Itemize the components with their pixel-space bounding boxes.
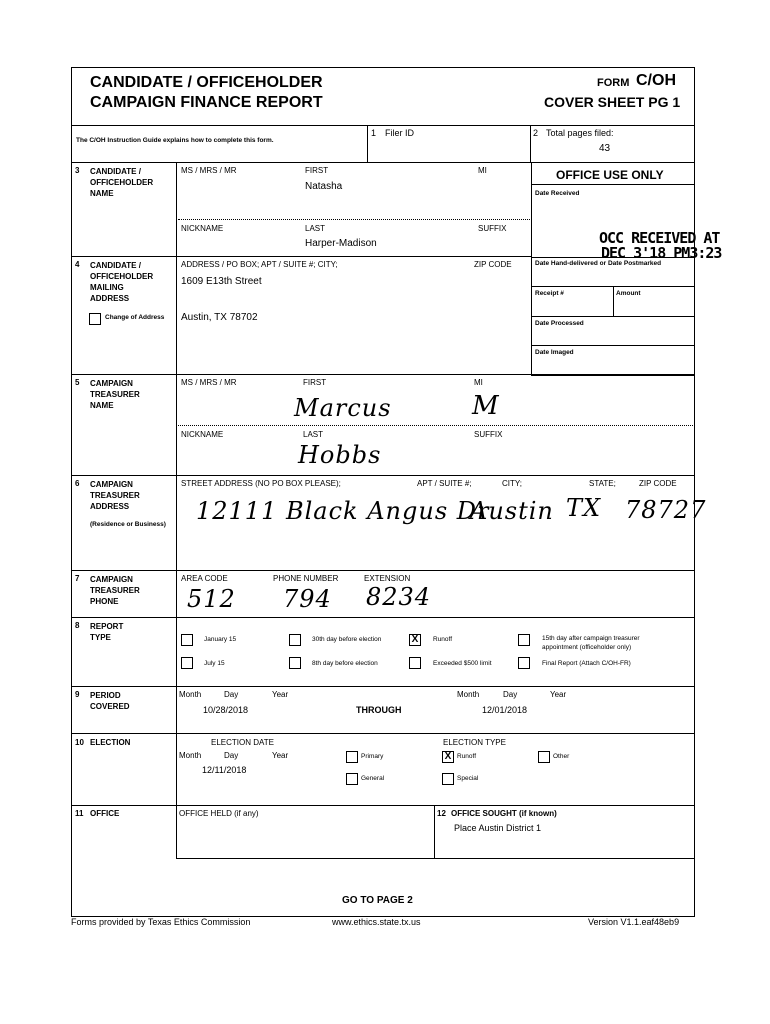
received-stamp-line1: OCC RECEIVED AT xyxy=(599,229,720,247)
date-imaged-label: Date Imaged xyxy=(535,349,574,356)
cover-sheet-label: COVER SHEET PG 1 xyxy=(544,94,681,110)
treasurer-zip[interactable]: 78727 xyxy=(625,496,707,524)
candidate-first-name[interactable]: Natasha xyxy=(305,181,343,192)
election-special-checkbox[interactable] xyxy=(442,773,454,785)
treasurer-area-code[interactable]: 512 xyxy=(187,585,236,613)
received-stamp-line2: DEC 3'18 PM3:23 xyxy=(601,244,722,262)
form-word: FORM xyxy=(597,77,630,89)
election-other-checkbox[interactable] xyxy=(538,751,550,763)
treasurer-state[interactable]: TX xyxy=(566,494,602,522)
amount-label: Amount xyxy=(616,290,641,297)
footer-website[interactable]: www.ethics.state.tx.us xyxy=(332,917,421,927)
form-title-line1: CANDIDATE / OFFICEHOLDER xyxy=(90,74,323,91)
treasurer-mi[interactable]: M xyxy=(472,391,500,421)
change-of-address-checkbox[interactable] xyxy=(89,313,101,325)
treasurer-city[interactable]: Austin xyxy=(470,497,554,525)
footer-provided-by: Forms provided by Texas Ethics Commission xyxy=(71,917,251,927)
report-july15-checkbox[interactable] xyxy=(181,657,193,669)
period-from-date[interactable]: 10/28/2018 xyxy=(203,705,249,715)
go-to-page-2: GO TO PAGE 2 xyxy=(342,895,413,906)
instruction-text: The C/OH Instruction Guide explains how to complete this form. xyxy=(76,137,274,144)
election-general-checkbox[interactable] xyxy=(346,773,358,785)
date-hand-delivered-label: Date Hand-delivered or Date Postmarked xyxy=(535,260,662,267)
candidate-last-name[interactable]: Harper-Madison xyxy=(305,238,377,249)
form-title-line2: CAMPAIGN FINANCE REPORT xyxy=(90,94,323,111)
total-pages-label: Total pages filed: xyxy=(546,128,614,138)
office-use-title: OFFICE USE ONLY xyxy=(556,168,664,182)
filer-id-label: Filer ID xyxy=(385,128,414,138)
report-runoff-checkbox[interactable]: X xyxy=(409,634,421,646)
report-final-checkbox[interactable] xyxy=(518,657,530,669)
total-pages-num: 2 xyxy=(533,128,539,138)
period-to-date[interactable]: 12/01/2018 xyxy=(482,705,528,715)
election-runoff-checkbox[interactable]: X xyxy=(442,751,454,763)
treasurer-first-name[interactable]: Marcus xyxy=(294,394,392,422)
election-date-value[interactable]: 12/11/2018 xyxy=(202,765,247,775)
candidate-street[interactable]: 1609 E13th Street xyxy=(181,276,262,287)
report-30th-day-checkbox[interactable] xyxy=(289,634,301,646)
treasurer-street[interactable]: 12111 Black Angus Dr xyxy=(196,497,490,525)
office-sought-value[interactable]: Place Austin District 1 xyxy=(454,823,542,833)
filer-id-num: 1 xyxy=(371,128,377,138)
report-exceeded-checkbox[interactable] xyxy=(409,657,421,669)
treasurer-phone-number[interactable]: 794 xyxy=(283,585,332,613)
form-code: C/OH xyxy=(636,72,676,89)
footer-version: Version V1.1.eaf48eb9 xyxy=(588,917,680,927)
total-pages-value: 43 xyxy=(599,143,611,154)
election-primary-checkbox[interactable] xyxy=(346,751,358,763)
report-8th-day-checkbox[interactable] xyxy=(289,657,301,669)
date-processed-label: Date Processed xyxy=(535,320,584,327)
date-received-label: Date Received xyxy=(535,190,580,197)
candidate-city-state[interactable]: Austin, TX 78702 xyxy=(181,312,258,323)
treasurer-extension[interactable]: 8234 xyxy=(366,583,432,611)
receipt-label: Receipt # xyxy=(535,290,564,297)
report-jan15-checkbox[interactable] xyxy=(181,634,193,646)
treasurer-last-name[interactable]: Hobbs xyxy=(298,441,382,469)
report-15th-day-checkbox[interactable] xyxy=(518,634,530,646)
